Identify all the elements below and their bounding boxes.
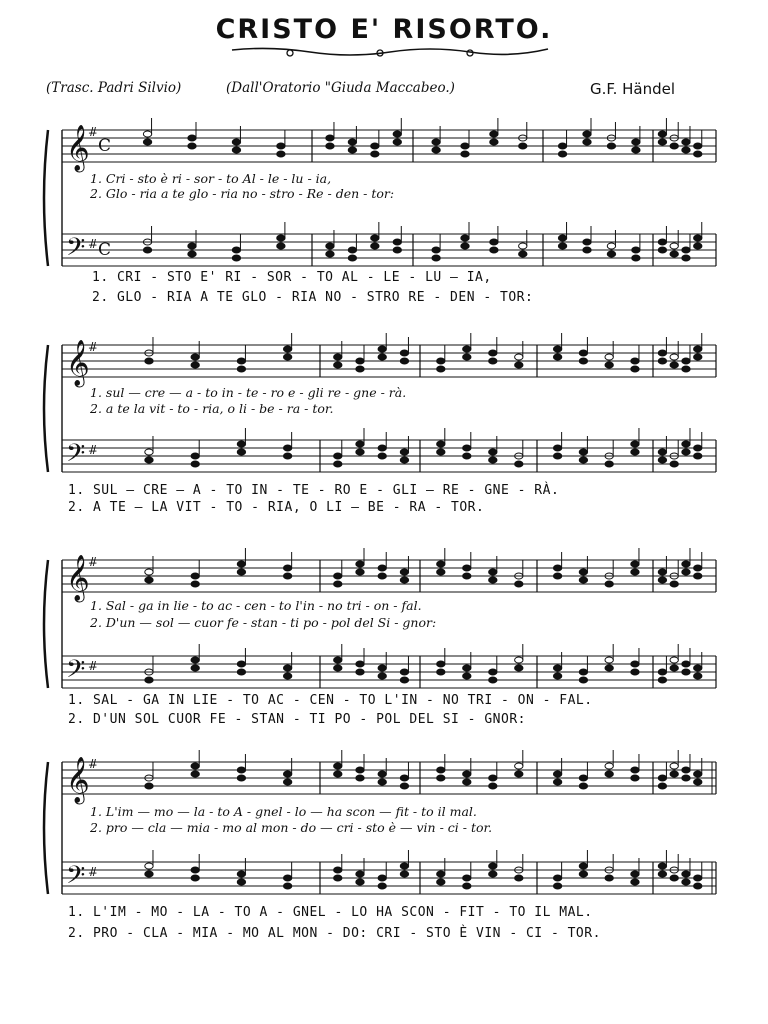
svg-text:𝄢: 𝄢 bbox=[66, 233, 86, 268]
svg-text:𝄢: 𝄢 bbox=[66, 655, 86, 690]
svg-text:𝄞: 𝄞 bbox=[66, 340, 90, 386]
svg-text:#: # bbox=[88, 659, 99, 673]
svg-text:#: # bbox=[88, 443, 99, 457]
svg-text:#: # bbox=[88, 340, 99, 354]
svg-text:𝄢: 𝄢 bbox=[66, 439, 86, 474]
system-4-bass-lyric-verse-1: 1. L'IM - MO - LA - TO A - GNEL - LO HA SCON - FIT - TO IL MAL. bbox=[68, 905, 593, 920]
transcriber-credit: (Trasc. Padri Silvio) bbox=[46, 80, 182, 96]
system-2-bass-lyric-verse-2: 2. A TE — LA VIT - TO - RIA, O LI — BE - RA - TOR. bbox=[68, 500, 485, 515]
svg-text:C: C bbox=[98, 136, 112, 156]
svg-text:𝄞: 𝄞 bbox=[66, 125, 90, 171]
system-1-treble-lyric-verse-2: 2. Glo - ria a te glo - ria no - stro - Re - den - tor: bbox=[90, 186, 395, 201]
system-1-bass-lyric-verse-1: 1. CRI - STO E' RI - SOR - TO AL - LE - LU — IA, bbox=[92, 270, 492, 285]
system-4-treble-lyric-verse-1: 1. L'im — mo — la - to A - gnel - lo — ha scon — fit - to il mal. bbox=[90, 804, 477, 819]
system-4-treble-lyric-verse-2: 2. pro — cla — mia - mo al mon - do — cri - sto è — vin - ci - tor. bbox=[90, 820, 493, 835]
title-ornament bbox=[230, 44, 550, 64]
svg-text:#: # bbox=[88, 555, 99, 569]
system-1-treble-lyric-verse-1: 1. Cri - sto è ri - sor - to Al - le - lu - ia, bbox=[90, 171, 332, 186]
system-3-treble-lyric-verse-1: 1. Sal - ga in lie - to ac - cen - to l'in - no tri - on - fal. bbox=[90, 598, 422, 613]
composer-credit: G.F. Händel bbox=[590, 80, 676, 98]
score-title: CRISTO E' RISORTO. bbox=[215, 14, 553, 45]
svg-text:𝄢: 𝄢 bbox=[66, 861, 86, 896]
system-3-bass-lyric-verse-2: 2. D'UN SOL CUOR FE - STAN - TI PO - POL DEL SI - GNOR: bbox=[68, 712, 526, 727]
svg-text:𝄞: 𝄞 bbox=[66, 757, 90, 803]
system-2-treble-lyric-verse-1: 1. sul — cre — a - to in - te - ro e - gli re - gne - rà. bbox=[90, 385, 407, 400]
system-4-bass-lyric-verse-2: 2. PRO - CLA - MIA - MO AL MON - DO: CRI - STO È VIN - CI - TOR. bbox=[68, 926, 601, 941]
svg-text:C: C bbox=[98, 240, 112, 260]
system-2-treble-lyric-verse-2: 2. a te la vit - to - ria, o li - be - ra - tor. bbox=[90, 401, 334, 416]
svg-text:#: # bbox=[88, 865, 99, 879]
svg-text:#: # bbox=[88, 237, 99, 251]
system-1-bass-lyric-verse-2: 2. GLO - RIA A TE GLO - RIA NO - STRO RE - DEN - TOR: bbox=[92, 290, 534, 305]
svg-text:𝄞: 𝄞 bbox=[66, 555, 90, 601]
system-2-bass-lyric-verse-1: 1. SUL — CRE — A - TO IN - TE - RO E - GLI — RE - GNE - RÀ. bbox=[68, 483, 560, 498]
svg-text:#: # bbox=[88, 757, 99, 771]
system-3-treble-lyric-verse-2: 2. D'un — sol — cuor fe - stan - ti po - pol del Si - gnor: bbox=[90, 615, 437, 630]
system-3-bass-lyric-verse-1: 1. SAL - GA IN LIE - TO AC - CEN - TO L'IN - NO TRI - ON - FAL. bbox=[68, 693, 593, 708]
svg-text:#: # bbox=[88, 125, 99, 139]
source-credit: (Dall'Oratorio "Giuda Maccabeo.) bbox=[226, 80, 455, 96]
